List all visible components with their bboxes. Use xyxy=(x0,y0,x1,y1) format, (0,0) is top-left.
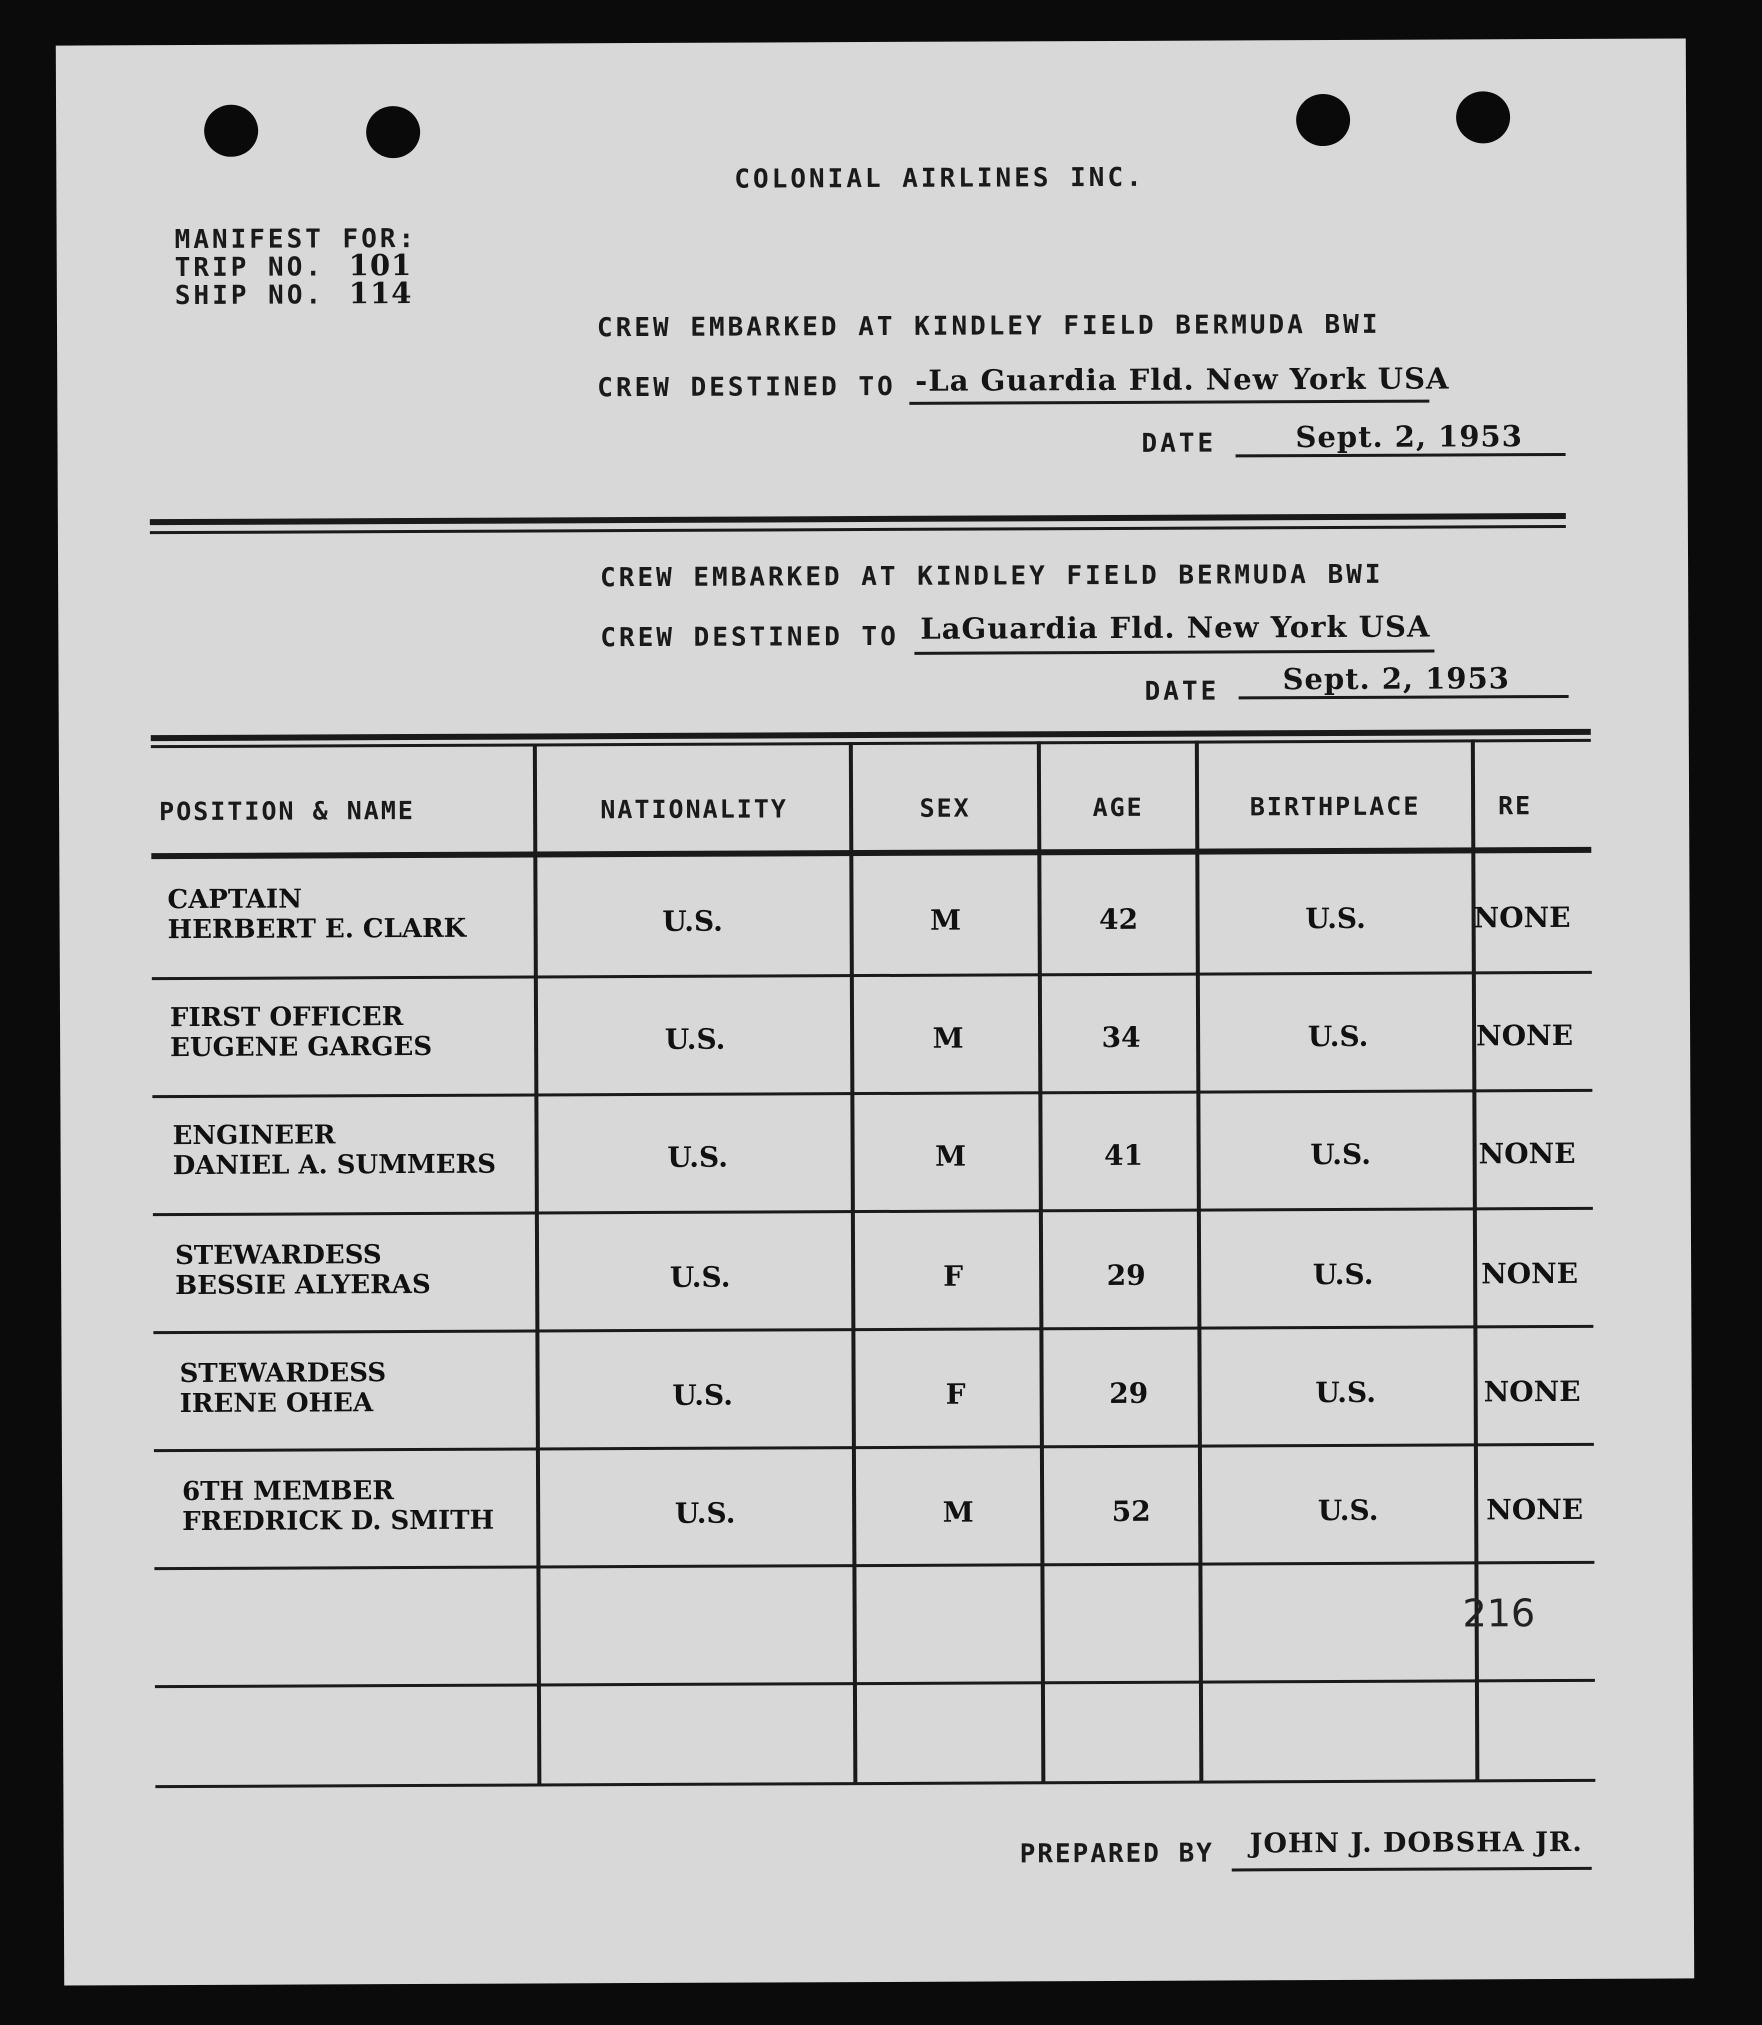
destined-label-1: CREW DESTINED TO xyxy=(597,371,896,404)
column-header-birthplace: BIRTHPLACE xyxy=(1249,791,1421,822)
crew-name: IRENE OHEA xyxy=(179,1388,374,1420)
table-top-rule xyxy=(151,739,1591,748)
manifest-for-label: MANIFEST FOR: xyxy=(174,223,418,256)
crew-age: 29 xyxy=(1109,1376,1149,1410)
crew-position: ENGINEER xyxy=(172,1120,336,1152)
punch-hole xyxy=(1456,91,1510,143)
crew-birthplace: U.S. xyxy=(1317,1493,1379,1528)
destined-value-1: -La Guardia Fld. New York USA xyxy=(915,361,1450,398)
crew-nationality: U.S. xyxy=(674,1496,736,1530)
ship-label: SHIP NO. xyxy=(174,280,325,312)
date-label-1: DATE xyxy=(1141,428,1217,459)
crew-nationality: U.S. xyxy=(662,904,723,938)
crew-birthplace: U.S. xyxy=(1315,1375,1377,1410)
destined-label-2: CREW DESTINED TO xyxy=(600,621,899,654)
manifest-page xyxy=(56,38,1694,1985)
crew-sex: M xyxy=(930,903,962,937)
prepared-by-label: PREPARED BY xyxy=(1019,1838,1214,1870)
ship-number: 114 xyxy=(348,276,413,311)
crew-nationality: U.S. xyxy=(672,1378,734,1412)
column-header-re: RE xyxy=(1497,791,1533,821)
destined-underline-2 xyxy=(914,650,1434,655)
crew-name: EUGENE GARGES xyxy=(170,1031,433,1064)
column-header-position-name: POSITION & NAME xyxy=(159,796,415,827)
crew-re: NONE xyxy=(1476,1018,1574,1053)
crew-birthplace: U.S. xyxy=(1305,901,1366,936)
column-header-nationality: NATIONALITY xyxy=(600,794,788,825)
date-label-2: DATE xyxy=(1144,676,1220,707)
punch-hole xyxy=(204,105,258,157)
column-header-age: AGE xyxy=(1092,792,1144,823)
crew-age: 29 xyxy=(1106,1258,1146,1292)
crew-sex: F xyxy=(943,1259,964,1293)
crew-age: 34 xyxy=(1101,1020,1141,1055)
crew-age: 42 xyxy=(1099,902,1139,937)
trip-number: 101 xyxy=(348,248,413,283)
page-number: 216 xyxy=(1462,1591,1536,1636)
crew-sex: F xyxy=(945,1377,966,1411)
date-underline-2 xyxy=(1239,695,1569,699)
row-rule xyxy=(155,1779,1595,1788)
crew-position: CAPTAIN xyxy=(167,884,303,916)
crew-position: STEWARDESS xyxy=(174,1240,382,1272)
section-divider xyxy=(150,513,1566,525)
punch-hole xyxy=(1296,94,1350,146)
crew-name: HERBERT E. CLARK xyxy=(167,913,467,946)
date-underline-1 xyxy=(1236,453,1566,457)
crew-name: FREDRICK D. SMITH xyxy=(182,1505,495,1538)
crew-re: NONE xyxy=(1483,1374,1581,1409)
crew-age: 52 xyxy=(1111,1494,1151,1528)
crew-nationality: U.S. xyxy=(669,1260,731,1294)
crew-sex: M xyxy=(935,1139,967,1173)
crew-name: BESSIE ALYERAS xyxy=(175,1269,431,1302)
row-rule xyxy=(152,971,1592,980)
prepared-by-underline xyxy=(1232,1867,1592,1872)
embarked-label-2: CREW EMBARKED AT KINDLEY FIELD BERMUDA BWI xyxy=(600,559,1384,594)
crew-age: 41 xyxy=(1104,1138,1144,1173)
crew-nationality: U.S. xyxy=(667,1140,728,1174)
crew-re: NONE xyxy=(1478,1136,1576,1171)
column-divider xyxy=(533,743,542,1785)
date-value-2: Sept. 2, 1953 xyxy=(1282,661,1510,697)
row-rule xyxy=(152,1089,1592,1098)
crew-nationality: U.S. xyxy=(664,1022,726,1056)
header-rule xyxy=(151,847,1591,859)
destined-value-2: LaGuardia Fld. New York USA xyxy=(920,609,1431,646)
company-title: COLONIAL AIRLINES INC. xyxy=(734,162,1145,195)
trip-label: TRIP NO. xyxy=(174,252,325,284)
crew-re: NONE xyxy=(1486,1492,1584,1527)
crew-position: 6TH MEMBER xyxy=(182,1476,394,1508)
row-rule xyxy=(155,1679,1595,1688)
crew-birthplace: U.S. xyxy=(1307,1019,1369,1054)
crew-birthplace: U.S. xyxy=(1310,1137,1371,1172)
row-rule xyxy=(154,1561,1594,1570)
crew-re: NONE xyxy=(1473,900,1571,935)
row-rule xyxy=(153,1207,1593,1216)
row-rule xyxy=(153,1325,1593,1334)
column-header-sex: SEX xyxy=(919,793,971,823)
crew-sex: M xyxy=(932,1021,964,1055)
row-rule xyxy=(154,1443,1594,1452)
prepared-by-value: JOHN J. DOBSHA JR. xyxy=(1249,1826,1583,1860)
punch-hole xyxy=(366,106,420,158)
crew-birthplace: U.S. xyxy=(1312,1257,1374,1292)
embarked-label-1: CREW EMBARKED AT KINDLEY FIELD BERMUDA BWI xyxy=(596,309,1381,344)
crew-re: NONE xyxy=(1481,1256,1579,1291)
section-divider xyxy=(150,525,1566,534)
crew-name: DANIEL A. SUMMERS xyxy=(172,1149,497,1182)
destined-underline-1 xyxy=(909,400,1429,405)
date-value-1: Sept. 2, 1953 xyxy=(1295,419,1523,455)
crew-sex: M xyxy=(942,1495,974,1529)
crew-position: FIRST OFFICER xyxy=(169,1002,404,1034)
crew-position: STEWARDESS xyxy=(179,1358,387,1390)
